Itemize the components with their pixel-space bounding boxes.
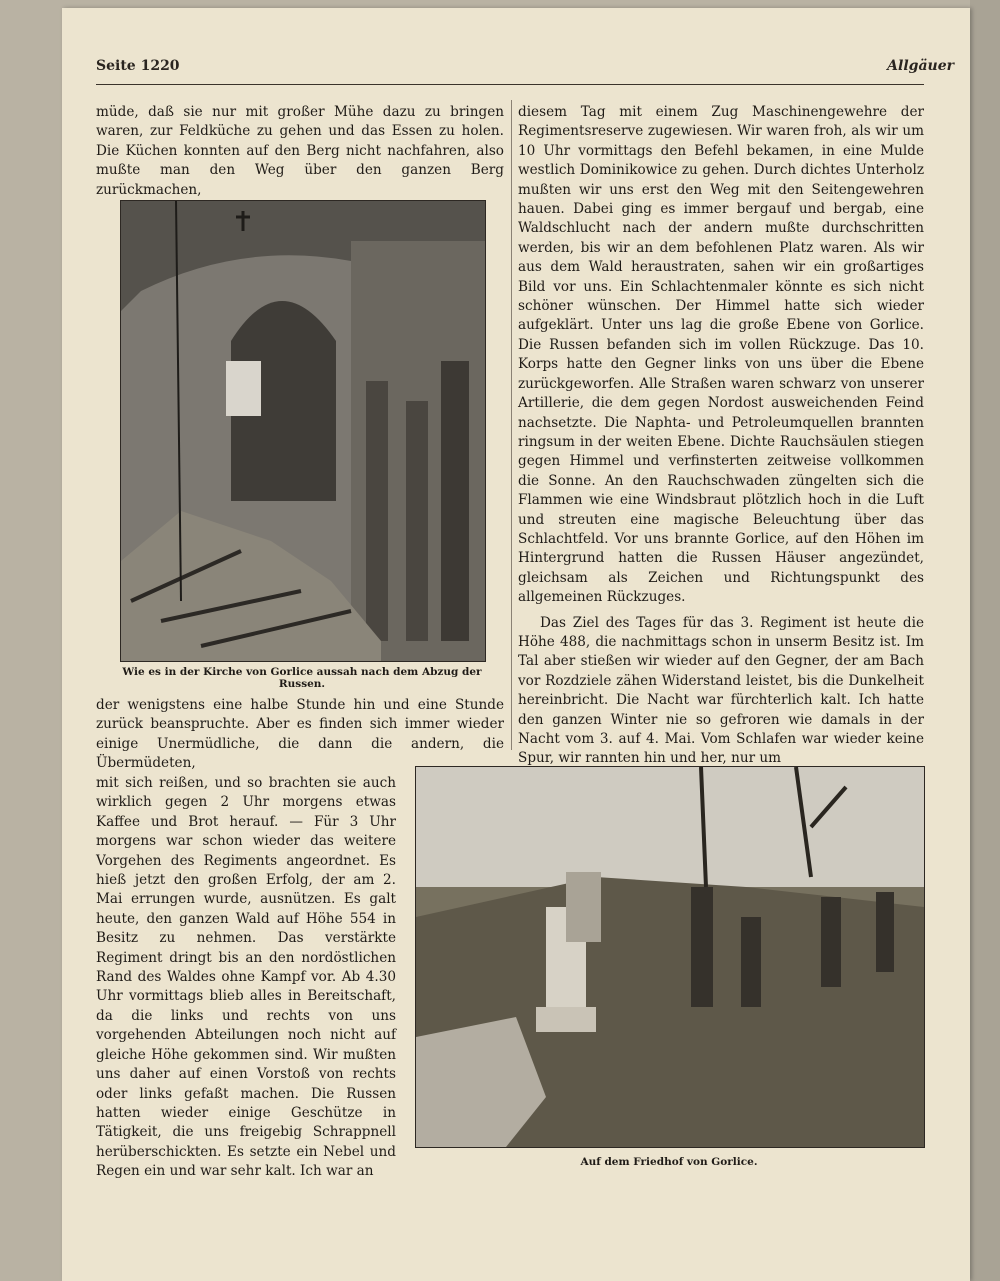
paragraph: der wenigstens eine halbe Stunde hin und eine Stunde zurück beanspruchte. Aber es finden sich immer wieder einige Unermüdliche, die dann die andern, die Übermüdeten, — [96, 697, 504, 772]
left-column-top — [96, 103, 504, 200]
page-edge — [970, 0, 1000, 1281]
cemetery-photo — [415, 766, 925, 1148]
paragraph: diesem Tag mit einem Zug Maschinengewehre der Regimentsreserve zugewiesen. Wir waren froh, als wir um 10 Uhr vormittags den Befehl bekamen, in eine Mulde westlich Dominikowice zu gehen. Durch dichtes Unterholz mußten wir uns erst den Weg mit den Seitengewehren hauen. Dabei ging es immer bergauf und bergab, eine Waldschlucht nach der andern mußte durchschritten werden, bis wir an dem befohlenen Platz waren. Als wir aus dem Wald heraustraten, sahen wir ein großartiges Bild vor uns. Ein Schlachtenmaler könnte es sich nicht schöner wünschen. Der Himmel hatte sich wieder aufgeklärt. Unter uns lag die große Ebene von Gorlice. Die Russen befanden sich im vollen Rückzuge. Das 10. Korps hatte den Gegner links von uns über die Ebene zurückgeworfen. Alle Straßen waren schwarz von unserer Artillerie, die dem gegen Nordost ausweichenden Feind nachsetzte. Die Naphta- und Petroleumquellen brannten ringsum in der weiten Ebene. Dichte Rauchsäulen stiegen gegen Himmel und verfinsterten zeitweise vollkommen die Sonne. An den Rauchschwaden züngelten sich die Flammen wie eine Windsbraut plötzlich hoch in die Luft und streuten eine magische Beleuchtung über das Schlachtfeld. Vor uns brannte Gorlice, auf den Höhen im Hintergrund hatten die Russen Häuser angezündet, gleichsam als Zeichen und Richtungspunkt des allgemeinen Rückzuges. — [518, 104, 924, 606]
paragraph: Das Ziel des Tages für das 3. Regiment ist heute die Höhe 488, die nachmittags schon in unserm Besitz ist. Im Tal aber stießen wir wieder auf den Gegner, der am Bach vor Rozdziele zähen Widerstand leistet, bis die Dunkelheit hereinbricht. Die Nacht war fürchterlich kalt. Ich hatte den ganzen Winter nie so gefroren wie damals in der Nacht vom 3. auf 4. Mai. Vom Schlafen war wieder keine Spur, wir rannten hin und her, nur um — [518, 614, 924, 767]
right-column — [518, 103, 924, 769]
header-rule — [96, 84, 924, 85]
paragraph: müde, daß sie nur mit großer Mühe dazu zu bringen waren, zur Feldküche zu gehen und das Essen zu holen. Die Küchen konnten auf den Berg nicht nachfahren, also mußte man den Weg über den ganzen Berg zurückmachen, — [96, 104, 504, 198]
church-ruins-photo — [120, 200, 486, 662]
figure-caption: Wie es in der Kirche von Gorlice aussah nach dem Abzug der Russen. — [122, 666, 482, 690]
left-column-bottom — [96, 696, 504, 774]
column-divider — [511, 100, 512, 750]
paragraph: mit sich reißen, und so brachten sie auch wirklich gegen 2 Uhr morgens etwas Kaffee und Brot herauf. — Für 3 Uhr morgens war schon wieder das weitere Vorgehen des Regiments angeordnet. Es hieß jetzt den großen Erfolg, der am 2. Mai errungen wurde, ausnützen. Es galt heute, den ganzen Wald auf Höhe 554 in Besitz zu nehmen. Das verstärkte Regiment dringt bis an den nordöstlichen Rand des Waldes ohne Kampf vor. Ab 4.30 Uhr vormittags blieb alles in Bereitschaft, da die links und rechts von uns vorgehenden Abteilungen noch nicht auf gleiche Höhe gekommen sind. Wir mußten uns daher auf einen Vorstoß von rechts oder links gefaßt machen. Die Russen hatten wieder einige Geschütze in Tätigkeit, die uns freigebig Schrappnell herüberschickten. Es setzte ein Nebel und Regen ein und war sehr kalt. Ich war an — [96, 775, 396, 1180]
left-column-narrow — [96, 774, 396, 1182]
figure-caption: Auf dem Friedhof von Gorlice. — [580, 1156, 758, 1168]
cemetery-illustration — [416, 767, 924, 1147]
running-title: Allgäuer — [887, 58, 954, 74]
page-number: Seite 1220 — [96, 58, 180, 74]
church-ruins-illustration — [121, 201, 485, 661]
